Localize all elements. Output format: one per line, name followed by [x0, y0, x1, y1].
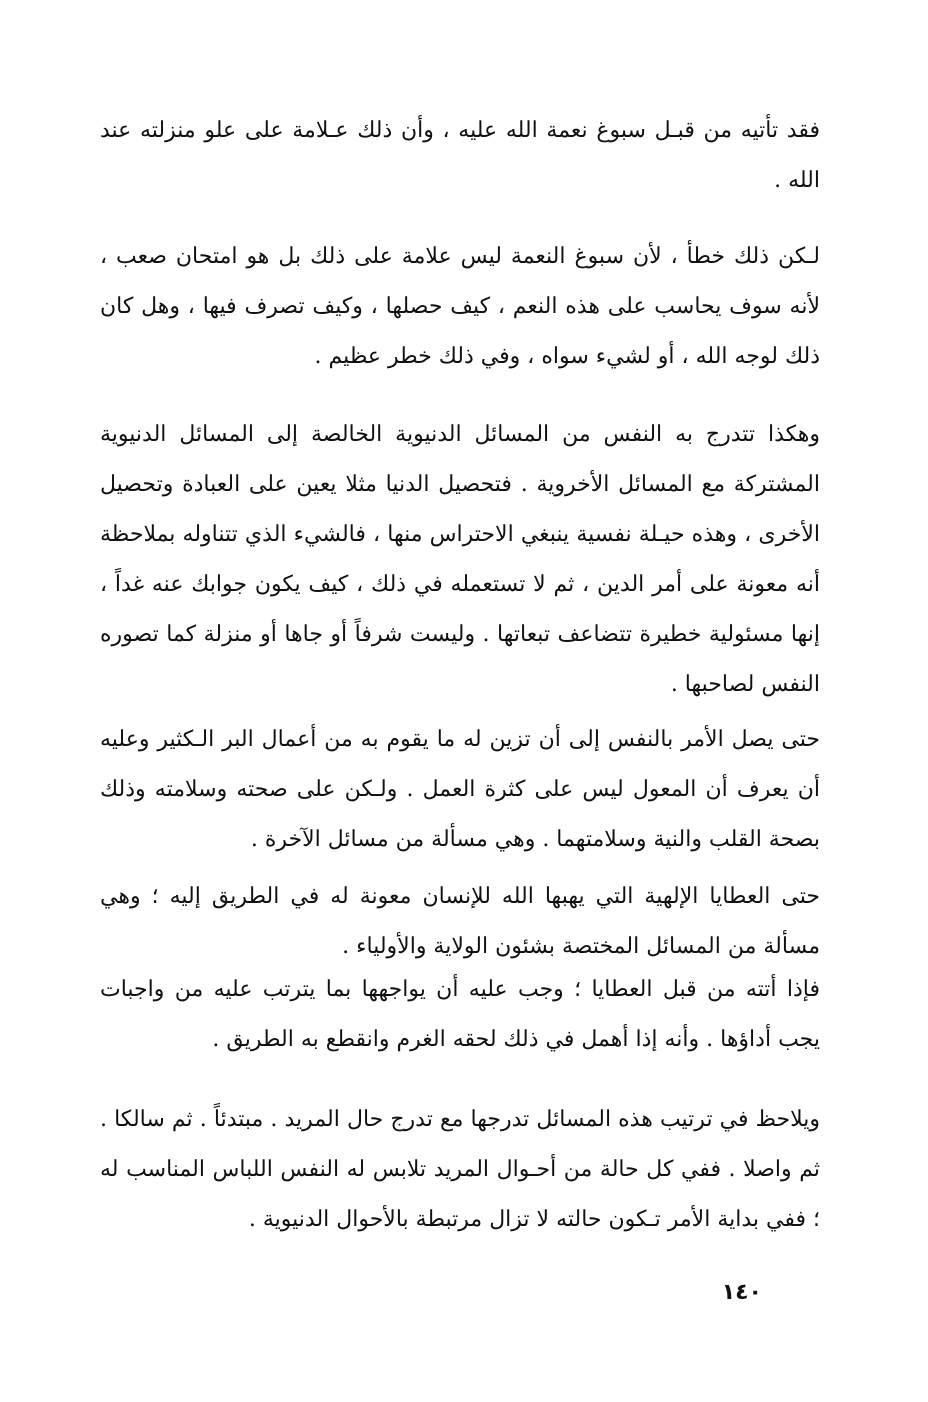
- paragraph-1: فقد تأتيه من قبـل سبوغ نعمة الله عليه ، وأن ذلك عـلامة على علو منزلته عند الله .: [100, 118, 820, 193]
- book-page: [100, 100, 820, 1350]
- page-number: ١٤٠: [721, 1280, 762, 1305]
- paragraph-6: فإذا أتته من قبل العطايا ؛ وجب عليه أن يواجهها بما يترتب عليه من واجبات يجب أداؤها . وأنه إذا أهمل في ذلك لحقه الغرم وانقطع به الطريق .: [100, 977, 820, 1052]
- paragraph-5: حتى العطايا الإلهية التي يهبها الله للإنسان معونة له في الطريق إليه ؛ وهي مسألة من المسائل المختصة بشئون الولاية والأولياء .: [100, 884, 820, 959]
- paragraph-7: ويلاحظ في ترتيب هذه المسائل تدرجها مع تدرج حال المريد . مبتدئاً . ثم سالكا . ثم واصلا . ففي كل حالة من أحـوال المريد تلابس له النفس اللباس المناسب له ؛ ففي بداية الأمر تـكون حالته لا تزال مرتبطة بالأحوال الدنيوية .: [100, 1107, 820, 1232]
- paragraph-4: حتى يصل الأمر بالنفس إلى أن تزين له ما يقوم به من أعمال البر الـكثير وعليه أن يعرف أن المعول ليس على كثرة العمل . ولـكن على صحته وسلامته وذلك بصحة القلب والنية وسلامتهما . وهي مسألة من مسائل الآخرة .: [100, 727, 820, 852]
- paragraph-2: لـكن ذلك خطأ ، لأن سبوغ النعمة ليس علامة على ذلك بل هو امتحان صعب ، لأنه سوف يحاسب على هذه النعم ، كيف حصلها ، وكيف تصرف فيها ، وهل كان ذلك لوجه الله ، أو لشيء سواه ، وفي ذلك خطر عظيم .: [100, 244, 820, 369]
- paragraph-3: وهكذا تتدرج به النفس من المسائل الدنيوية الخالصة إلى المسائل الدنيوية المشتركة مع المسائل الأخروية . فتحصيل الدنيا مثلا يعين على العبادة وتحصيل الأخرى ، وهذه حيـلة نفسية ينبغي الاحتراس منها ، فالشيء الذي تتناوله بملاحظة أنه معونة على أمر الدين ، ثم لا تستعمله في ذلك ، كيف يكون جوابك عنه غداً ، إنها مسئولية خطيرة تتضاعف تبعاتها . وليست شرفاً أو جاها أو منزلة كما تصوره النفس لصاحبها .: [100, 422, 820, 697]
